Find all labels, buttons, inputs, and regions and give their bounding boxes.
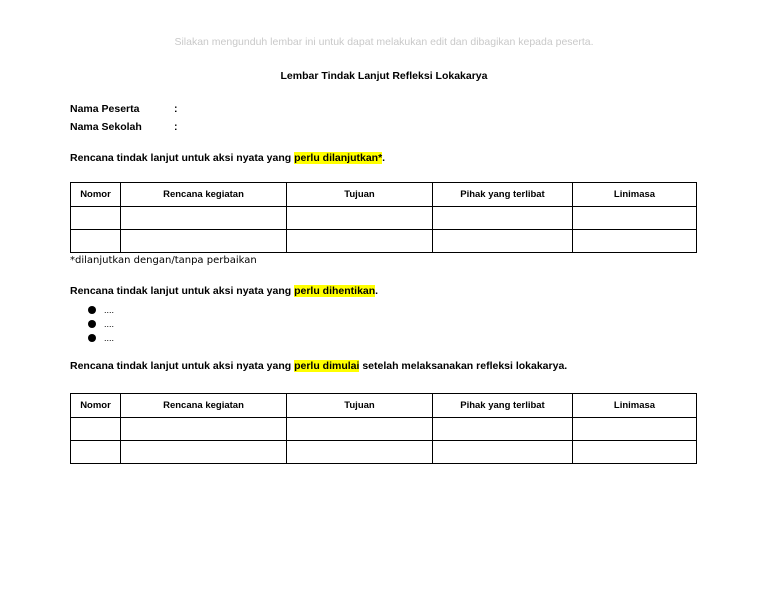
table-cell[interactable] <box>121 418 287 441</box>
header-nomor: Nomor <box>71 183 121 207</box>
table-cell[interactable] <box>573 418 697 441</box>
list-item <box>88 317 114 331</box>
table-cell[interactable] <box>573 230 697 253</box>
section-start-highlight: perlu dimulai <box>294 360 360 372</box>
table-cell[interactable] <box>287 441 433 464</box>
continue-plan-table <box>70 182 697 253</box>
list-item-text: .... <box>104 319 115 329</box>
header-tujuan: Tujuan <box>287 394 433 418</box>
header-rencana-kegiatan: Rencana kegiatan <box>121 183 287 207</box>
table-cell[interactable] <box>71 207 121 230</box>
section-continue-prefix: Rencana tindak lanjut untuk aksi nyata yang <box>70 152 295 164</box>
download-instruction: Silakan mengunduh lembar ini untuk dapat melakukan edit dan dibagikan kepada peserta. <box>174 36 594 48</box>
list-item-text: .... <box>104 305 115 315</box>
section-stop-highlight: perlu dihentikan <box>294 285 376 297</box>
header-linimasa: Linimasa <box>573 183 697 207</box>
table-header-row <box>71 394 697 418</box>
list-item <box>88 303 114 317</box>
page-title: Lembar Tindak Lanjut Refleksi Lokakarya <box>280 70 488 82</box>
header-tujuan: Tujuan <box>287 183 433 207</box>
participant-name-colon: : <box>174 103 178 115</box>
section-continue-suffix: . <box>382 152 386 164</box>
list-item <box>88 331 114 345</box>
list-item-text: .... <box>104 333 115 343</box>
table-row <box>71 418 697 441</box>
header-pihak-terlibat: Pihak yang terlibat <box>433 394 573 418</box>
table-cell[interactable] <box>573 441 697 464</box>
table-cell[interactable] <box>71 418 121 441</box>
start-plan-table <box>70 393 697 464</box>
section-stop-prefix: Rencana tindak lanjut untuk aksi nyata yang <box>70 285 295 297</box>
section-continue-highlight: perlu dilanjutkan* <box>294 152 383 164</box>
school-name-colon: : <box>174 121 178 133</box>
bullet-icon <box>88 306 96 314</box>
continue-footnote: *dilanjutkan dengan/tanpa perbaikan <box>70 255 257 266</box>
table-cell[interactable] <box>433 441 573 464</box>
table-cell[interactable] <box>433 230 573 253</box>
school-name-field <box>70 121 178 133</box>
table-row <box>71 230 697 253</box>
section-continue-heading <box>70 152 385 164</box>
bullet-icon <box>88 334 96 342</box>
participant-name-field <box>70 103 178 115</box>
header-rencana-kegiatan: Rencana kegiatan <box>121 394 287 418</box>
section-stop-heading <box>70 285 378 297</box>
table-cell[interactable] <box>121 230 287 253</box>
table-cell[interactable] <box>287 418 433 441</box>
participant-name-label: Nama Peserta <box>70 103 140 115</box>
table-cell[interactable] <box>71 230 121 253</box>
school-name-label: Nama Sekolah <box>70 121 142 133</box>
table-cell[interactable] <box>433 418 573 441</box>
header-nomor: Nomor <box>71 394 121 418</box>
section-stop-suffix: . <box>375 285 379 297</box>
table-cell[interactable] <box>573 207 697 230</box>
table-row <box>71 207 697 230</box>
stop-bullet-list <box>88 303 114 345</box>
table-cell[interactable] <box>287 207 433 230</box>
section-start-prefix: Rencana tindak lanjut untuk aksi nyata yang <box>70 360 295 372</box>
table-cell[interactable] <box>121 207 287 230</box>
table-cell[interactable] <box>433 207 573 230</box>
section-start-heading <box>70 360 567 372</box>
table-cell[interactable] <box>287 230 433 253</box>
table-row <box>71 441 697 464</box>
header-linimasa: Linimasa <box>573 394 697 418</box>
header-pihak-terlibat: Pihak yang terlibat <box>433 183 573 207</box>
table-header-row <box>71 183 697 207</box>
bullet-icon <box>88 320 96 328</box>
section-start-suffix: setelah melaksanakan refleksi lokakarya. <box>359 360 568 372</box>
table-cell[interactable] <box>71 441 121 464</box>
table-cell[interactable] <box>121 441 287 464</box>
